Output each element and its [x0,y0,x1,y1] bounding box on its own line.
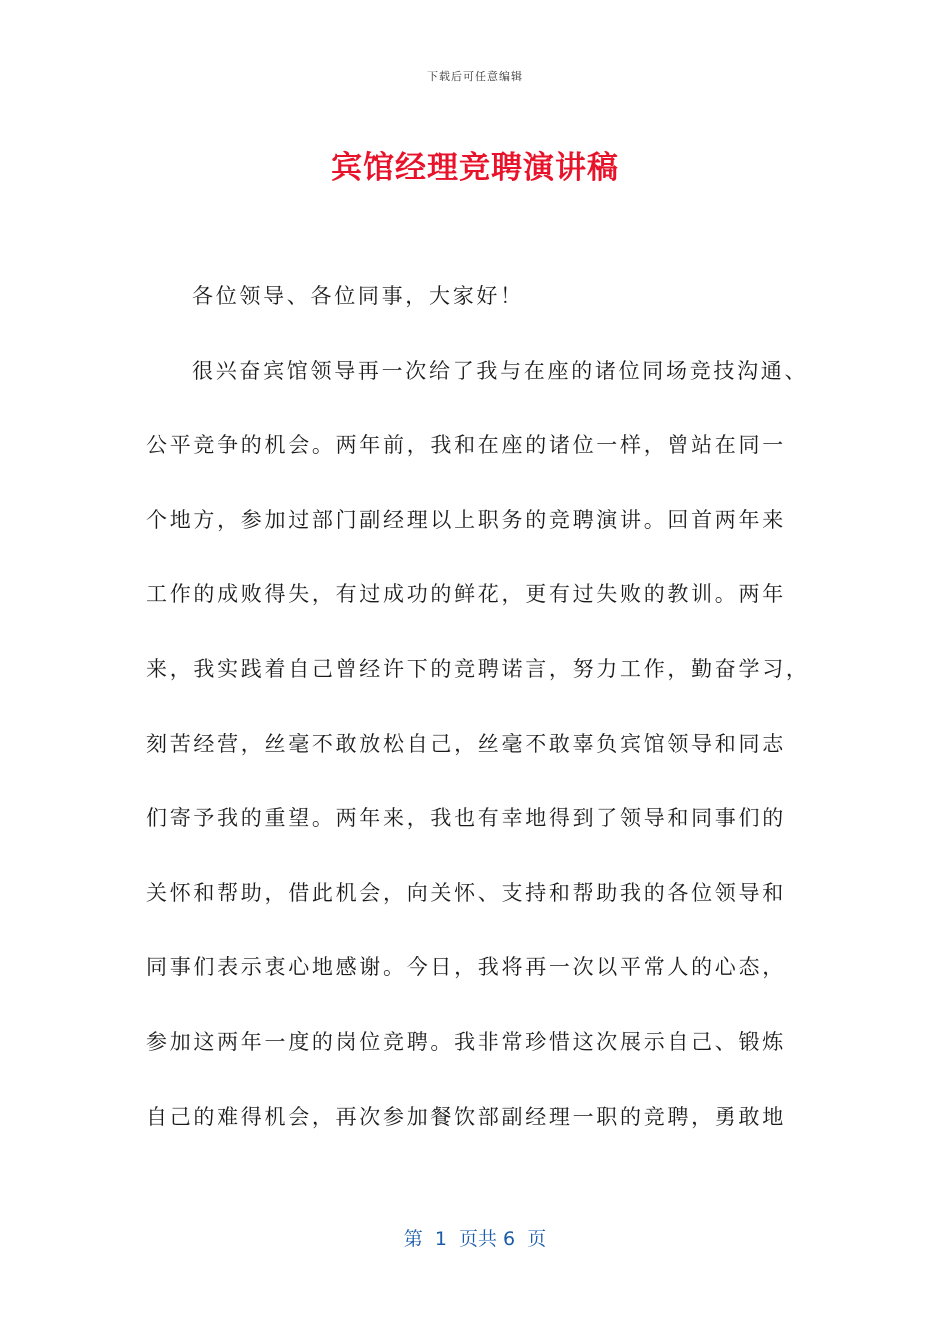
page-header: 下载后可任意编辑 [427,70,523,83]
paragraph-line: 来，我实践着自己曾经许下的竞聘诺言，努力工作，勤奋学习， [146,656,810,681]
page-footer [0,1224,950,1251]
paragraph-line: 自己的难得机会，再次参加餐饮部副经理一职的竞聘，勇敢地 [146,1104,786,1129]
paragraph-line: 关怀和帮助，借此机会，向关怀、支持和帮助我的各位领导和 [146,880,786,905]
paragraph-line: 个地方，参加过部门副经理以上职务的竞聘演讲。回首两年来 [146,507,786,532]
paragraph-line: 工作的成败得失，有过成功的鲜花，更有过失败的教训。两年 [146,582,786,607]
paragraph-line: 们寄予我的重望。两年来，我也有幸地得到了领导和同事们的 [146,806,786,831]
paragraph-line: 公平竞争的机会。两年前，我和在座的诸位一样，曾站在同一 [146,433,786,458]
document-body [146,270,818,1165]
paragraph-line: 同事们表示衷心地感谢。今日，我将再一次以平常人的心态， [146,955,786,980]
paragraph-line: 参加这两年一度的岗位竞聘。我非常珍惜这次展示自己、锻炼 [146,1029,786,1054]
page-number: 第 1 页共 6 页 [403,1228,547,1250]
paragraph-line: 很兴奋宾馆领导再一次给了我与在座的诸位同场竞技沟通、 [192,358,809,383]
paragraph-line: 刻苦经营，丝毫不敢放松自己，丝毫不敢辜负宾馆领导和同志 [146,731,786,756]
greeting-line: 各位领导、各位同事，大家好！ [192,284,524,308]
document-title: 宾馆经理竞聘演讲稿 [331,150,619,186]
